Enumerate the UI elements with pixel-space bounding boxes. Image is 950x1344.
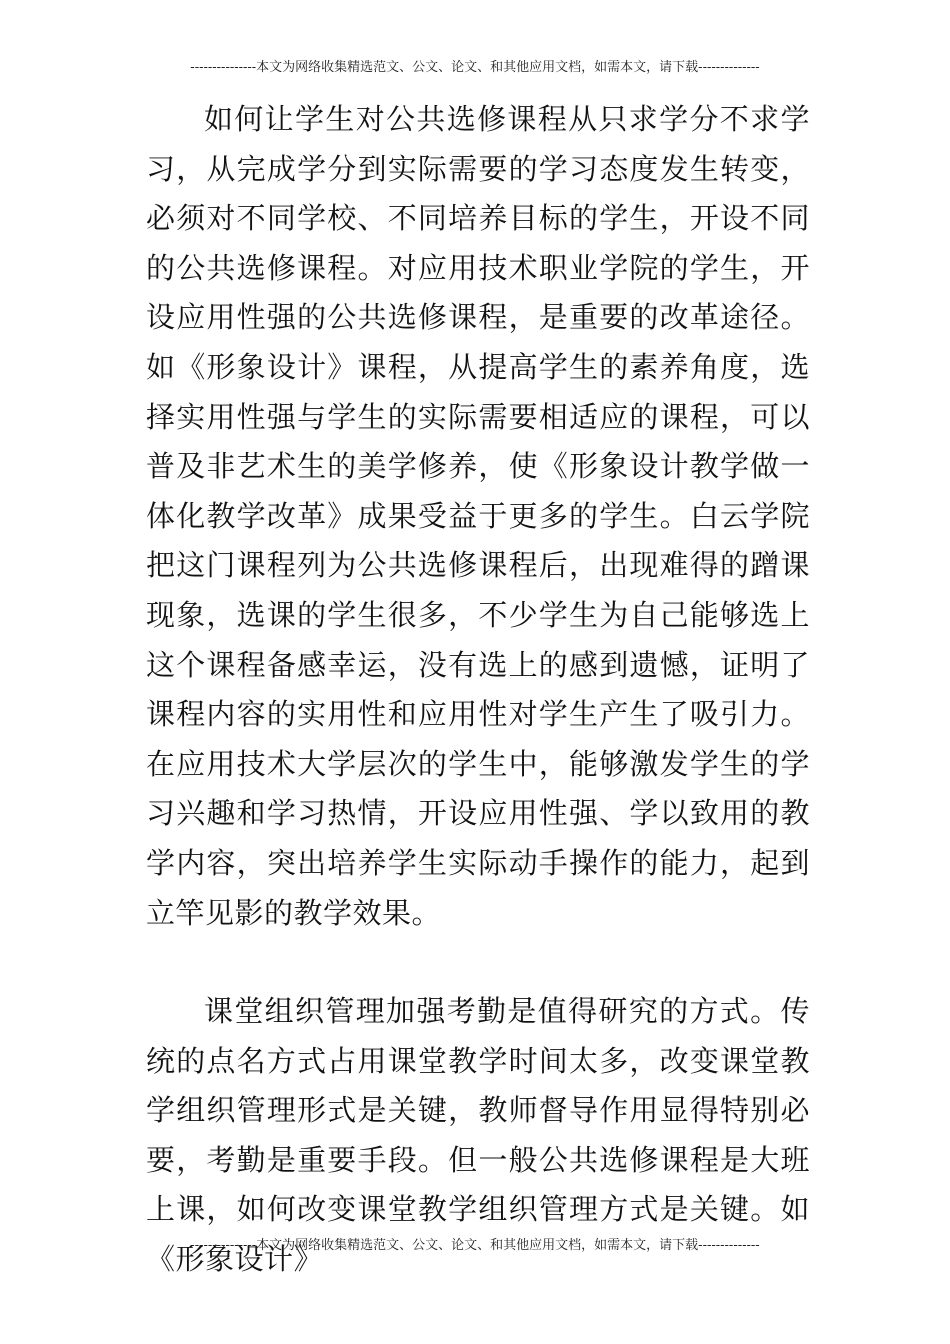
header-banner: ---------------本文为网络收集精选范文、公文、论文、和其他应用文档，如需本文，请下载-------------- [190,60,760,75]
body-paragraph-2: 课堂组织管理加强考勤是值得研究的方式。传统的点名方式占用课堂教学时间太多，改变课堂教学组织管理形式是关键，教师督导作用显得特别必要，考勤是重要手段。但一般公共选修课程是大班上课，如何改变课堂教学组织管理方式是关键。如《形象设计》 [146,994,810,1277]
footer-banner: ---------------本文为网络收集精选范文、公文、论文、和其他应用文档，如需本文，请下载-------------- [190,1238,760,1253]
document-body [146,95,810,1285]
body-paragraph-1: 如何让学生对公共选修课程从只求学分不求学习，从完成学分到实际需要的学习态度发生转变，必须对不同学校、不同培养目标的学生，开设不同的公共选修课程。对应用技术职业学院的学生，开设应用性强的公共选修课程，是重要的改革途径。如《形象设计》课程，从提高学生的素养角度，选择实用性强与学生的实际需要相适应的课程，可以普及非艺术生的美学修养，使《形象设计教学做一体化教学改革》成果受益于更多的学生。白云学院把这门课程列为公共选修课程后，出现难得的蹭课现象，选课的学生很多，不少学生为自己能够选上这个课程备感幸运，没有选上的感到遗憾，证明了课程内容的实用性和应用性对学生产生了吸引力。在应用技术大学层次的学生中，能够激发学生的学习兴趣和学习热情，开设应用性强、学以致用的教学内容，突出培养学生实际动手操作的能力，起到立竿见影的教学效果。 [146,102,810,930]
